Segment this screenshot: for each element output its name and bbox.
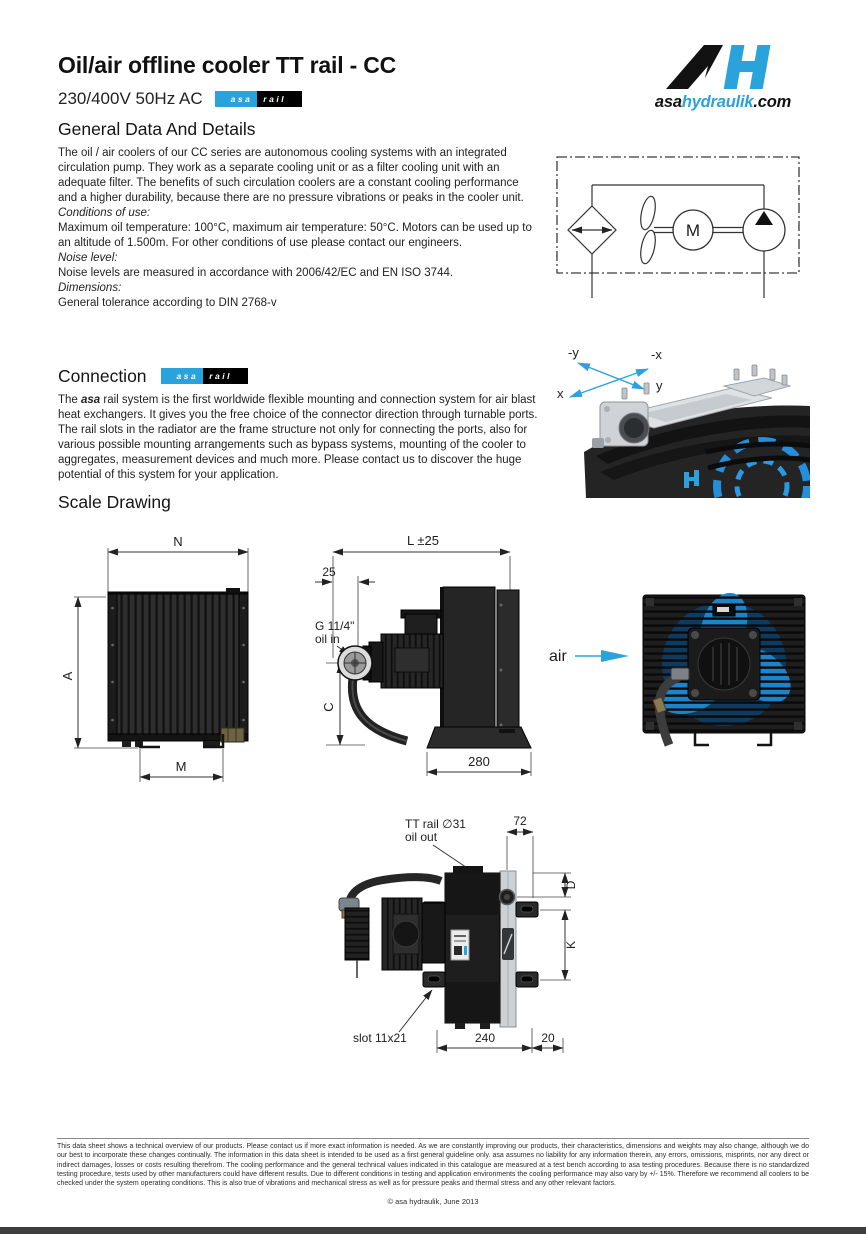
axis-arrows bbox=[570, 363, 648, 397]
scale-drawing-heading: Scale Drawing bbox=[58, 492, 171, 512]
asa-rail-badge bbox=[215, 91, 302, 107]
dim-n-label: N bbox=[173, 534, 183, 549]
dimensions-text: General tolerance according to DIN 2768-v bbox=[58, 297, 277, 309]
cooler-core bbox=[443, 587, 495, 740]
oil-in-label-1: G 11/4" bbox=[315, 619, 355, 633]
dim-a-label: A bbox=[60, 671, 75, 681]
oil-connector-front bbox=[221, 728, 244, 742]
hydraulic-circuit-diagram bbox=[548, 148, 810, 303]
asa-rail-badge-connection bbox=[161, 368, 248, 384]
dim-280-label: 280 bbox=[468, 754, 490, 769]
slot-label: slot 11x21 bbox=[353, 1031, 407, 1045]
dim-l-label: L ±25 bbox=[407, 533, 439, 548]
rail-side bbox=[497, 590, 519, 737]
logo-url bbox=[634, 93, 812, 112]
dim-20-label: 20 bbox=[541, 1031, 555, 1045]
asa-hydraulik-logo bbox=[634, 42, 812, 112]
connection-text: The asa rail system is the first worldwide flexible mounting and connection system for air blast heat exchangers. It gives you the free choice of the connector direction through turnable ports. The rail slots in the radiator are the frame structure not only for connecting the ports, also for various possible mounting arrangements such as bypass systems, mounting of the cooler to aggregates, measurement devices and much more. Please contact us to discover the huge potential of this system for your application. bbox=[58, 394, 538, 481]
cooler-side-body bbox=[338, 587, 531, 748]
axis-neg-y: -y bbox=[568, 345, 579, 360]
cooler-front-photo bbox=[643, 587, 805, 745]
slot-leader bbox=[399, 990, 432, 1032]
photo-foot-left bbox=[695, 733, 709, 745]
dim-d-label: D bbox=[564, 880, 578, 890]
voltage-subtitle: 230/400V 50Hz AC bbox=[58, 89, 203, 108]
badge-rail-label: rail bbox=[203, 368, 248, 384]
badge-asa-label: asa bbox=[215, 91, 258, 107]
logo-url-asa: asa bbox=[654, 93, 682, 111]
general-intro: The oil / air coolers of our CC series are autonomous cooling systems with an integrated circulation pump. They work as a separate cooling unit or as a filter cooling unit with an adequate filter. The benefits of such circulation coolers are a constant cooling performance and a higher durability, because there are no pressure vibrations or peaks in the cooler unit. bbox=[58, 147, 524, 204]
bottom-bar bbox=[0, 1227, 866, 1234]
axis-neg-x: -x bbox=[651, 347, 662, 362]
conditions-text: Maximum oil temperature: 100°C, maximum air temperature: 50°C. Motors can be used up to an altitude of 1.500m. For other conditions of use please contact our engineers. bbox=[58, 222, 532, 249]
dimensions-label: Dimensions: bbox=[58, 282, 122, 294]
footer-divider bbox=[57, 1138, 809, 1139]
front-photo-panel bbox=[545, 585, 813, 770]
air-label: air bbox=[549, 648, 567, 665]
connection-section bbox=[58, 365, 538, 483]
motor-label: M bbox=[685, 221, 701, 240]
badge-asa-label: asa bbox=[161, 368, 204, 384]
oil-in-label-2: oil in bbox=[315, 632, 340, 646]
dim-240-label: 240 bbox=[474, 1031, 496, 1045]
base-plate bbox=[427, 727, 531, 748]
cooler-rail-body bbox=[339, 866, 538, 1029]
label-sticker bbox=[451, 930, 469, 960]
cooler-render bbox=[584, 365, 810, 498]
general-data-section bbox=[58, 119, 538, 311]
footer-copyright: © asa hydraulik, June 2013 bbox=[387, 1197, 479, 1206]
pump-stack bbox=[345, 908, 369, 960]
conditions-label: Conditions of use: bbox=[58, 207, 151, 219]
connection-heading: Connection bbox=[58, 365, 147, 386]
front-view-drawing bbox=[60, 530, 305, 800]
asa-rail-product-image bbox=[556, 340, 810, 498]
logo-url-hydraulik: hydraulik bbox=[681, 93, 754, 111]
general-heading: General Data And Details bbox=[58, 119, 256, 139]
noise-text: Noise levels are measured in accordance with 2006/42/EC and EN ISO 3744. bbox=[58, 267, 454, 279]
rail-view-drawing bbox=[335, 810, 580, 1065]
logo-url-com: .com bbox=[753, 93, 792, 111]
motor-hub bbox=[698, 638, 750, 690]
cooler-front-body bbox=[108, 588, 248, 747]
dim-k-label: K bbox=[564, 940, 578, 950]
photo-foot-right bbox=[757, 733, 771, 745]
oil-out-label-2: oil out bbox=[405, 830, 438, 844]
dim-m-label: M bbox=[175, 759, 187, 774]
dim-72-label: 72 bbox=[513, 814, 527, 828]
dim-25-label: 25 bbox=[322, 565, 336, 579]
page-title: Oil/air offline cooler TT rail - CC bbox=[58, 52, 397, 78]
fan-symbol bbox=[638, 195, 658, 265]
oil-out-label-1: TT rail ∅31 bbox=[405, 817, 466, 831]
noise-label: Noise level: bbox=[58, 252, 118, 264]
ah-logo-mark bbox=[664, 42, 782, 92]
badge-rail-label: rail bbox=[257, 91, 302, 107]
logo-h-glyph bbox=[724, 45, 771, 89]
footer-disclaimer: This data sheet shows a technical overview of our products. Please contact us if more exact information is needed. As we are constantly improving our products, their characteristics, dimensions and weights may also change, although we do our best to incorporate these changes continually. The information in this data sheet is intended to be used as a first general guideline only. asa assumes no liability for any information therein, any errors, omissions, misprints, nor any direct or indirect damages, losses or costs resulting therefrom. The cooling performance and the general technical values indicated in this catalogue are measured at a test bench according to asa testing procedures. Because there is no standardized testing procedure, tests used by other manufacturers could have different results. Due to different conditions in testing and application environments the cooling performance may also vary by +/- 15%. Therefore we recommend all coolers to be checked under the system operating conditions. This is also true of vibrations and mechanical stress as well as for pressure peaks and thermal stress and any other relevant factors. bbox=[57, 1143, 809, 1188]
hose-fitting bbox=[671, 668, 689, 680]
axis-y: y bbox=[656, 378, 663, 393]
axis-x: x bbox=[557, 386, 564, 401]
side-view-drawing bbox=[303, 530, 558, 800]
dim-c-label: C bbox=[321, 702, 336, 712]
air-arrow-head bbox=[601, 650, 629, 662]
